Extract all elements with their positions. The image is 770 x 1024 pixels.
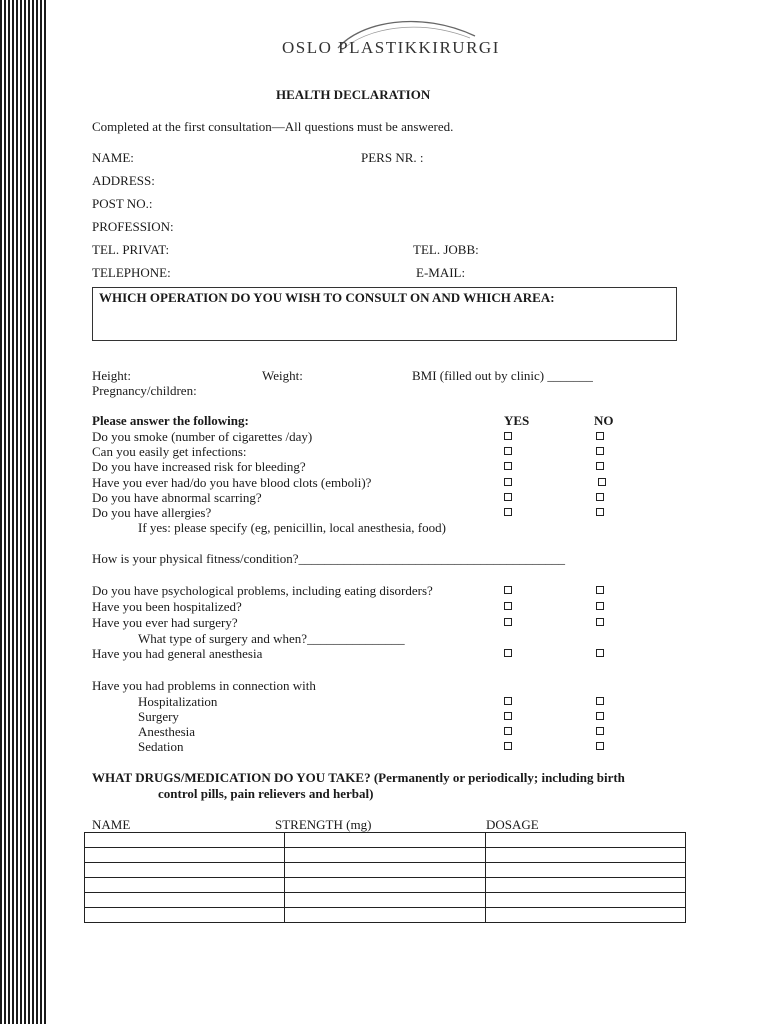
medication-name-cell[interactable] [85,863,285,878]
medication-name-cell[interactable] [85,893,285,908]
problem-hospitalization: Hospitalization [138,694,218,709]
question-surgery: Have you ever had surgery? [92,615,238,630]
medication-dosage-cell[interactable] [485,863,685,878]
tel-privat-label: TEL. PRIVAT: [92,242,170,257]
operation-box[interactable] [92,287,677,341]
medication-dosage-cell[interactable] [485,878,685,893]
hospitalization-no-checkbox[interactable] [596,697,604,705]
height-label: Height: [92,368,131,383]
address-label: ADDRESS: [92,173,155,188]
name-label: NAME: [92,150,134,165]
medication-strength-cell[interactable] [285,893,485,908]
medication-strength-cell[interactable] [285,848,485,863]
hospitalization-yes-checkbox[interactable] [504,697,512,705]
pers-nr-label: PERS NR. : [361,150,424,165]
question-blood-clots: Have you ever had/do you have blood clots (emboli)? [92,475,372,490]
medication-table [84,832,686,923]
medication-col-dosage: DOSAGE [486,817,539,832]
table-row [85,863,686,878]
question-infections: Can you easily get infections: [92,444,247,459]
table-row [85,893,686,908]
hospitalized-yes-checkbox[interactable] [504,602,512,610]
yes-column-header: YES [504,413,530,428]
medication-dosage-cell[interactable] [485,908,685,923]
table-row [85,908,686,923]
medication-strength-cell[interactable] [285,833,485,848]
binding-stripes [0,0,46,1024]
medication-dosage-cell[interactable] [485,833,685,848]
question-psychological: Do you have psychological problems, including eating disorders? [92,583,433,598]
surgery-no-checkbox[interactable] [596,618,604,626]
psychological-no-checkbox[interactable] [596,586,604,594]
medication-col-strength: STRENGTH (mg) [275,817,372,832]
problem-surgery: Surgery [138,709,179,724]
operation-label: WHICH OPERATION DO YOU WISH TO CONSULT ON AND WHICH AREA: [99,290,555,305]
problem-surgery-yes-checkbox[interactable] [504,712,512,720]
blood-clots-no-checkbox[interactable] [598,478,606,486]
telephone-label: TELEPHONE: [92,265,171,280]
sedation-no-checkbox[interactable] [596,742,604,750]
pregnancy-label: Pregnancy/children: [92,383,197,398]
medication-heading-continued: control pills, pain relievers and herbal) [158,786,374,801]
allergies-no-checkbox[interactable] [596,508,604,516]
question-smoke: Do you smoke (number of cigarettes /day) [92,429,313,444]
medication-name-cell[interactable] [85,878,285,893]
medication-name-cell[interactable] [85,833,285,848]
blood-clots-yes-checkbox[interactable] [504,478,512,486]
smoke-yes-checkbox[interactable] [504,432,512,440]
question-bleeding: Do you have increased risk for bleeding? [92,459,306,474]
anesthesia-yes-checkbox[interactable] [504,727,512,735]
table-row [85,878,686,893]
problem-anesthesia: Anesthesia [138,724,196,739]
scarring-yes-checkbox[interactable] [504,493,512,501]
medication-col-name: NAME [92,817,131,832]
question-allergies: Do you have allergies? [92,505,212,520]
medication-dosage-cell[interactable] [485,893,685,908]
medication-heading: WHAT DRUGS/MEDICATION DO YOU TAKE? (Permanently or periodically; including birth [92,770,625,785]
table-row [85,848,686,863]
medication-strength-cell[interactable] [285,878,485,893]
question-scarring: Do you have abnormal scarring? [92,490,262,505]
bleeding-no-checkbox[interactable] [596,462,604,470]
sedation-yes-checkbox[interactable] [504,742,512,750]
allergy-specify: If yes: please specify (eg, penicillin, local anesthesia, food) [138,520,446,535]
question-hospitalized: Have you been hospitalized? [92,599,242,614]
bleeding-yes-checkbox[interactable] [504,462,512,470]
table-row [85,833,686,848]
hospitalized-no-checkbox[interactable] [596,602,604,610]
psychological-yes-checkbox[interactable] [504,586,512,594]
problem-surgery-no-checkbox[interactable] [596,712,604,720]
weight-label: Weight: [262,368,303,383]
general-anesthesia-yes-checkbox[interactable] [504,649,512,657]
general-anesthesia-no-checkbox[interactable] [596,649,604,657]
logo-text: OSLO PLASTIKKIRURGI [282,38,500,57]
page-title: HEALTH DECLARATION [276,87,431,102]
medication-name-cell[interactable] [85,848,285,863]
tel-jobb-label: TEL. JOBB: [413,242,479,257]
infections-no-checkbox[interactable] [596,447,604,455]
smoke-no-checkbox[interactable] [596,432,604,440]
medication-strength-cell[interactable] [285,908,485,923]
no-column-header: NO [594,413,614,428]
problem-sedation: Sedation [138,739,184,754]
post-no-label: POST NO.: [92,196,153,211]
medication-strength-cell[interactable] [285,863,485,878]
surgery-type: What type of surgery and when?_______________ [138,631,405,646]
surgery-yes-checkbox[interactable] [504,618,512,626]
problems-heading: Have you had problems in connection with [92,678,316,693]
email-label: E-MAIL: [416,265,466,280]
medication-dosage-cell[interactable] [485,848,685,863]
infections-yes-checkbox[interactable] [504,447,512,455]
anesthesia-no-checkbox[interactable] [596,727,604,735]
medication-name-cell[interactable] [85,908,285,923]
allergies-yes-checkbox[interactable] [504,508,512,516]
questions-heading: Please answer the following: [92,413,249,428]
profession-label: PROFESSION: [92,219,174,234]
fitness-question: How is your physical fitness/condition?_________________________________________ [92,551,566,566]
bmi-label: BMI (filled out by clinic) _______ [412,368,593,383]
intro-text: Completed at the first consultation—All questions must be answered. [92,119,454,134]
scarring-no-checkbox[interactable] [596,493,604,501]
question-general-anesthesia: Have you had general anesthesia [92,646,263,661]
